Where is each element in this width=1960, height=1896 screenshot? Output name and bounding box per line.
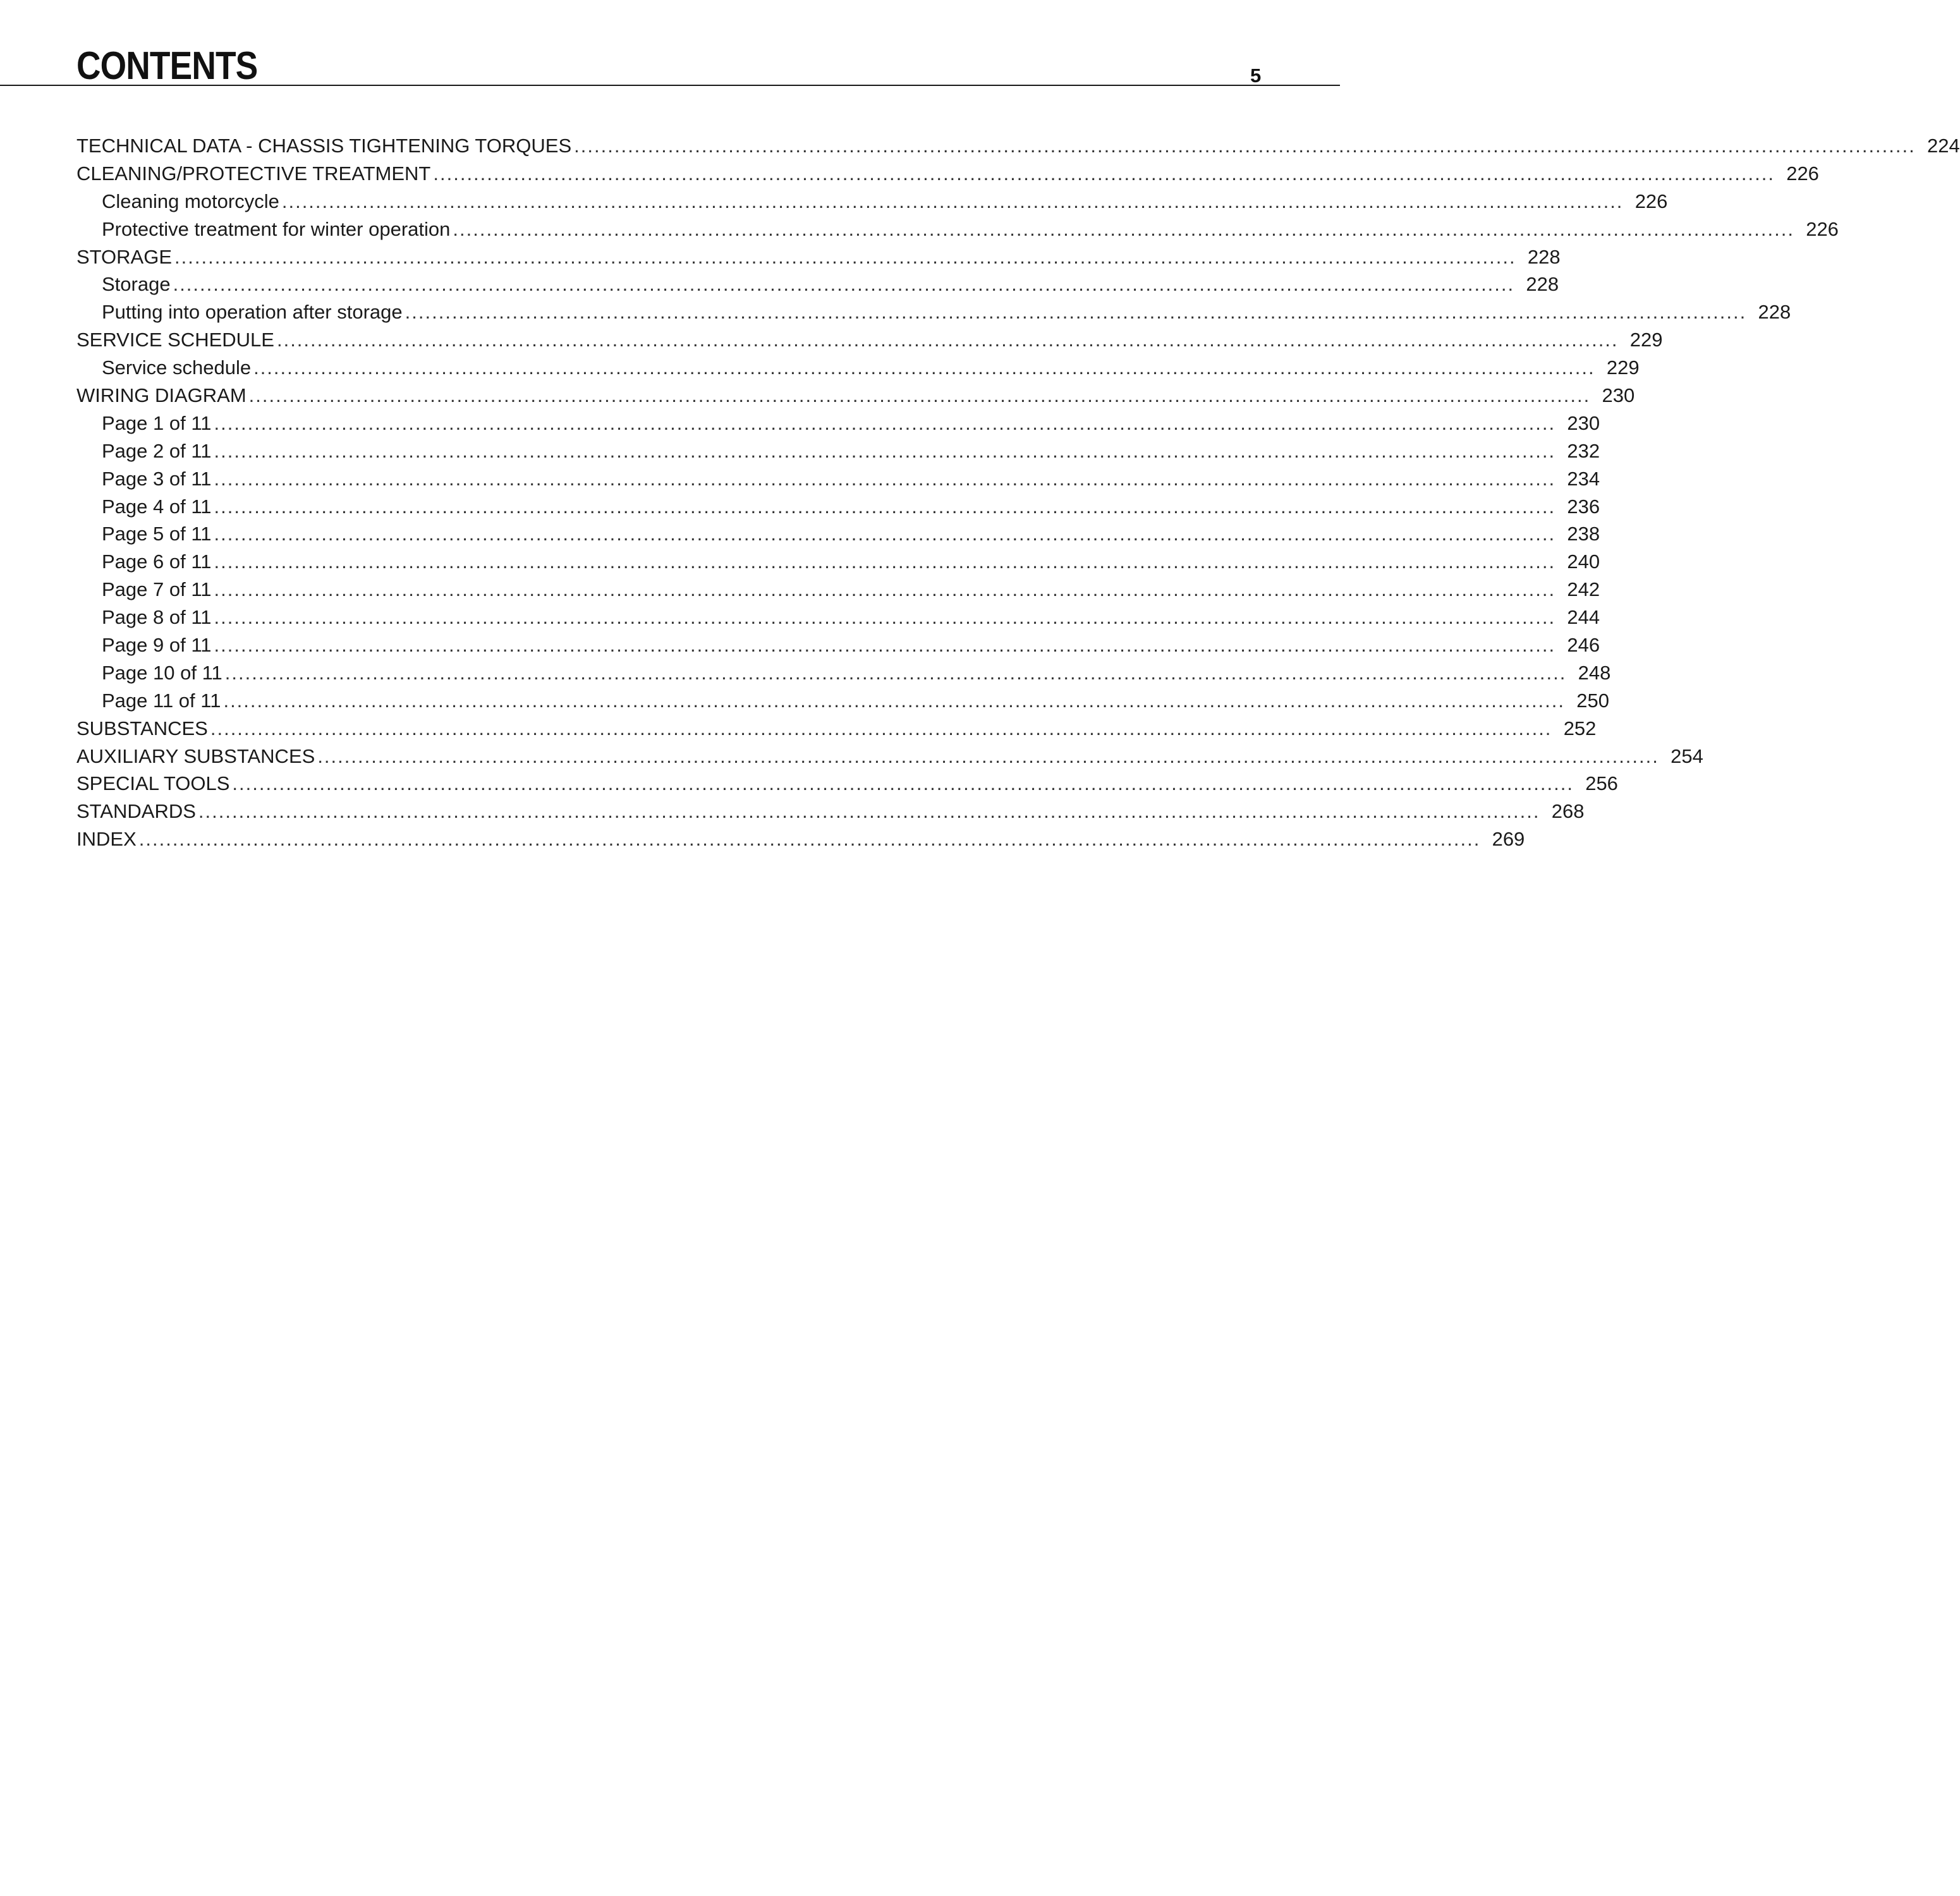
toc-dot-leader: ........................................................................................................................................................................................................ xyxy=(574,135,1916,157)
toc-entry-page: 238 xyxy=(1567,523,1600,545)
toc-entry[interactable] xyxy=(76,520,1600,548)
toc-entry-title: STANDARDS xyxy=(76,800,196,823)
toc-entry-title: Storage xyxy=(102,273,171,296)
toc-entry-page: 224 xyxy=(1927,135,1960,157)
page-title: CONTENTS xyxy=(76,44,258,88)
toc-dot-leader: ........................................................................................................................................................................................................ xyxy=(214,606,1556,629)
toc-entry[interactable] xyxy=(76,687,1610,715)
toc-entry-title: Service schedule xyxy=(102,356,252,379)
toc-entry-title: Protective treatment for winter operation xyxy=(102,217,451,240)
toc-entry[interactable] xyxy=(76,548,1600,576)
toc-entry-page: 234 xyxy=(1567,467,1600,490)
toc-entry-page: 256 xyxy=(1585,772,1618,795)
toc-entry-title: Page 5 of 11 xyxy=(102,523,212,545)
toc-entry-title: Page 8 of 11 xyxy=(102,606,212,629)
toc-entry-page: 226 xyxy=(1786,162,1819,185)
toc-dot-leader: ........................................................................................................................................................................................................ xyxy=(214,634,1556,657)
page-header xyxy=(0,0,1340,86)
toc-dot-leader: ........................................................................................................................................................................................................ xyxy=(210,717,1552,739)
toc-entry[interactable] xyxy=(76,604,1600,631)
toc-entry-title: AUXILIARY SUBSTANCES xyxy=(76,744,315,767)
page-number: 5 xyxy=(1250,64,1262,87)
toc-entry[interactable] xyxy=(76,298,1791,326)
toc-entry-title: STORAGE xyxy=(76,245,173,268)
toc-dot-leader: ........................................................................................................................................................................................................ xyxy=(214,523,1556,545)
toc-entry-page: 254 xyxy=(1671,744,1703,767)
toc-entry-title: Page 1 of 11 xyxy=(102,411,212,434)
toc-entry[interactable] xyxy=(76,631,1600,659)
toc-entry[interactable] xyxy=(76,216,1839,243)
toc-entry[interactable] xyxy=(76,493,1600,521)
toc-entry-page: 226 xyxy=(1634,190,1668,212)
toc-entry-page: 236 xyxy=(1567,495,1600,518)
toc-entry-title: SPECIAL TOOLS xyxy=(76,772,230,795)
toc-dot-leader: ........................................................................................................................................................................................................ xyxy=(253,356,1595,379)
toc-dot-leader: ........................................................................................................................................................................................................ xyxy=(317,744,1659,767)
toc-entry-title: Page 3 of 11 xyxy=(102,467,212,490)
toc-entry[interactable] xyxy=(76,715,1597,743)
toc-dot-leader: ........................................................................................................................................................................................................ xyxy=(214,550,1556,573)
toc-entry-title: Page 6 of 11 xyxy=(102,550,212,573)
toc-entry[interactable] xyxy=(76,770,1618,798)
toc-entry-page: 269 xyxy=(1492,828,1525,851)
toc-entry-page: 228 xyxy=(1758,301,1791,324)
toc-entry[interactable] xyxy=(76,798,1585,825)
toc-entry-page: 252 xyxy=(1563,717,1597,739)
toc-dot-leader: ........................................................................................................................................................................................................ xyxy=(214,439,1556,462)
toc-entry[interactable] xyxy=(76,576,1600,604)
toc-entry-title: Page 2 of 11 xyxy=(102,439,212,462)
toc-dot-leader: ........................................................................................................................................................................................................ xyxy=(214,495,1556,518)
toc-dot-leader: ........................................................................................................................................................................................................ xyxy=(214,578,1556,601)
toc-entry[interactable] xyxy=(76,465,1600,493)
toc-dot-leader: ........................................................................................................................................................................................................ xyxy=(232,772,1574,795)
toc-entry-page: 229 xyxy=(1629,329,1663,351)
toc-entry[interactable] xyxy=(76,825,1525,853)
toc-dot-leader: ........................................................................................................................................................................................................ xyxy=(224,661,1567,684)
toc-entry-page: 226 xyxy=(1806,217,1839,240)
toc-entry-title: SUBSTANCES xyxy=(76,717,208,739)
toc-entry[interactable] xyxy=(76,132,1960,160)
toc-dot-leader: ........................................................................................................................................................................................................ xyxy=(276,329,1619,351)
toc-entry[interactable] xyxy=(76,743,1703,770)
toc-entry-page: 228 xyxy=(1527,245,1561,268)
toc-dot-leader: ........................................................................................................................................................................................................ xyxy=(405,301,1747,324)
toc-dot-leader: ........................................................................................................................................................................................................ xyxy=(173,273,1515,296)
toc-entry-title: SERVICE SCHEDULE xyxy=(76,329,274,351)
toc-entry-title: TECHNICAL DATA - CHASSIS TIGHTENING TORQUES xyxy=(76,135,572,157)
toc-entry[interactable] xyxy=(76,410,1600,437)
toc-dot-leader: ........................................................................................................................................................................................................ xyxy=(138,828,1481,851)
toc-entry[interactable] xyxy=(76,270,1559,298)
toc-entry-title: Page 4 of 11 xyxy=(102,495,212,518)
toc-dot-leader: ........................................................................................................................................................................................................ xyxy=(281,190,1624,212)
toc-entry-title: Page 11 of 11 xyxy=(102,689,221,712)
toc-entry-page: 228 xyxy=(1526,273,1559,296)
toc-entry-title: INDEX xyxy=(76,828,137,851)
toc-entry-title: Cleaning motorcycle xyxy=(102,190,279,212)
toc-entry-page: 230 xyxy=(1602,384,1635,407)
toc-entry-page: 242 xyxy=(1567,578,1600,601)
toc-entry-title: Page 10 of 11 xyxy=(102,661,222,684)
toc-entry[interactable] xyxy=(76,326,1663,354)
toc-entry[interactable] xyxy=(76,160,1819,188)
toc-entry-page: 268 xyxy=(1551,800,1585,823)
toc-entry-page: 244 xyxy=(1567,606,1600,629)
toc-entry[interactable] xyxy=(76,382,1635,410)
toc-entry[interactable] xyxy=(76,354,1640,382)
toc-dot-leader: ........................................................................................................................................................................................................ xyxy=(174,245,1516,268)
toc-entry-title: CLEANING/PROTECTIVE TREATMENT xyxy=(76,162,431,185)
toc-dot-leader: ........................................................................................................................................................................................................ xyxy=(453,217,1794,240)
toc-entry-page: 232 xyxy=(1567,439,1600,462)
toc-dot-leader: ........................................................................................................................................................................................................ xyxy=(214,411,1556,434)
table-of-contents xyxy=(76,132,1960,853)
toc-entry[interactable] xyxy=(76,243,1561,271)
toc-dot-leader: ........................................................................................................................................................................................................ xyxy=(433,162,1775,185)
toc-entry-title: Page 7 of 11 xyxy=(102,578,212,601)
toc-entry-title: Putting into operation after storage xyxy=(102,301,403,324)
toc-entry-title: Page 9 of 11 xyxy=(102,634,212,657)
toc-dot-leader: ........................................................................................................................................................................................................ xyxy=(223,689,1566,712)
toc-entry-title: WIRING DIAGRAM xyxy=(76,384,247,407)
toc-dot-leader: ........................................................................................................................................................................................................ xyxy=(198,800,1540,823)
toc-dot-leader: ........................................................................................................................................................................................................ xyxy=(248,384,1591,407)
toc-entry-page: 250 xyxy=(1576,689,1610,712)
toc-dot-leader: ........................................................................................................................................................................................................ xyxy=(214,467,1556,490)
toc-entry-page: 229 xyxy=(1606,356,1640,379)
toc-entry-page: 230 xyxy=(1567,411,1600,434)
toc-entry-page: 248 xyxy=(1578,661,1611,684)
toc-entry-page: 246 xyxy=(1567,634,1600,657)
toc-entry-page: 240 xyxy=(1567,550,1600,573)
toc-entry[interactable] xyxy=(76,188,1668,216)
toc-entry[interactable] xyxy=(76,659,1611,687)
toc-entry[interactable] xyxy=(76,437,1600,465)
